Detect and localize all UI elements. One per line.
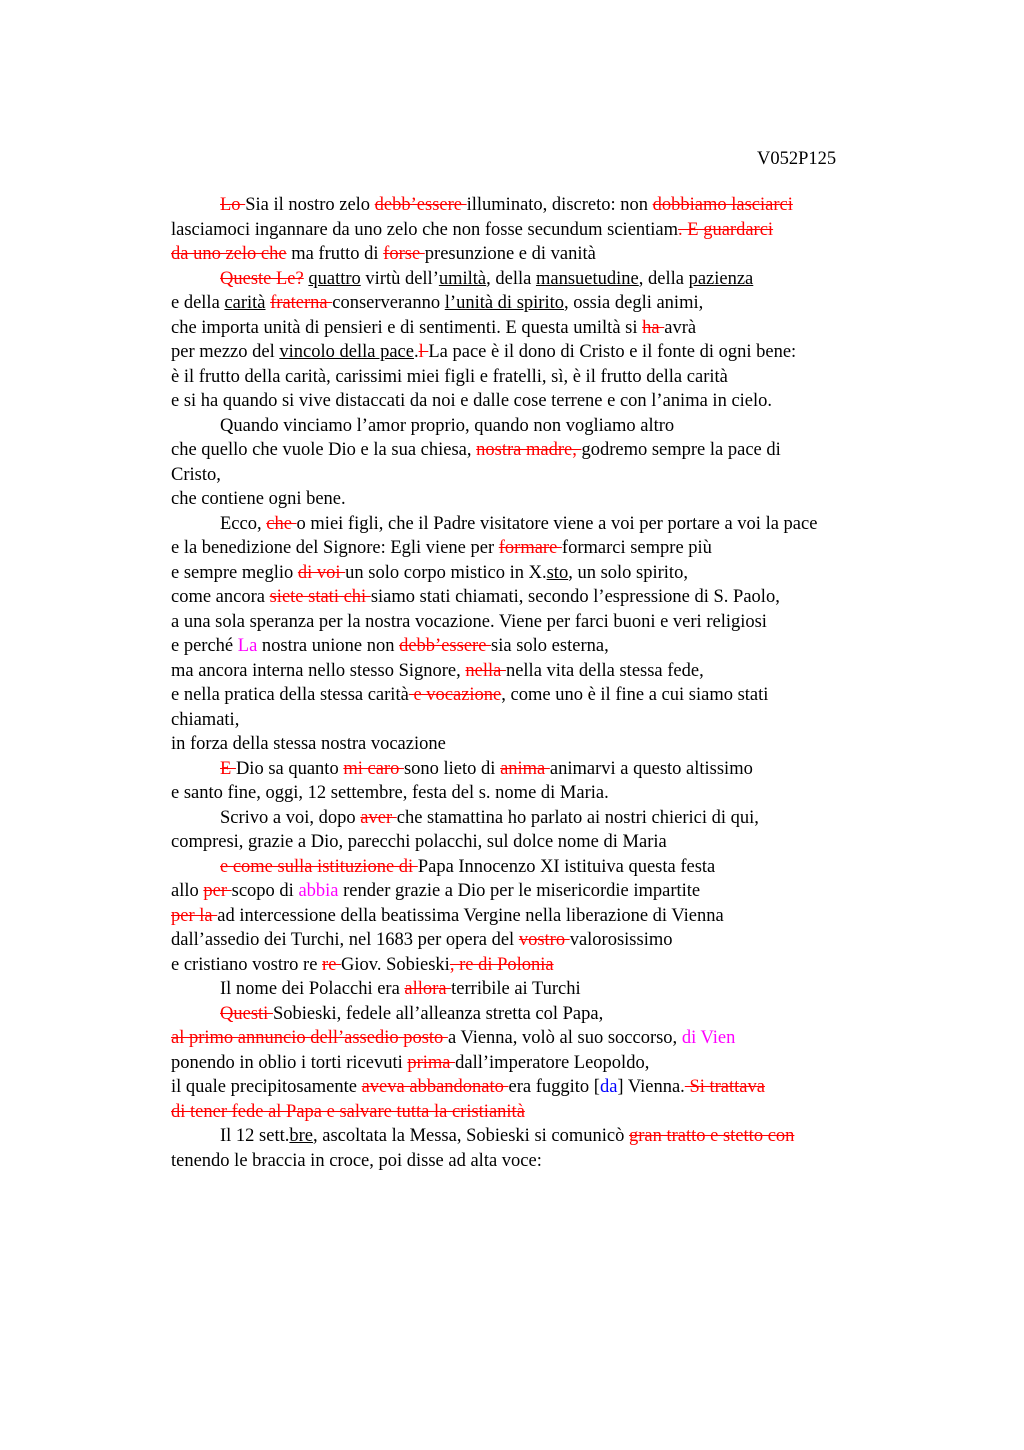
underlined-text: sto [546, 562, 569, 583]
deleted-text: Lo [220, 195, 246, 215]
text-segment: Sia il nostro zelo [245, 195, 375, 215]
text-segment: ponendo in oblio i torti ricevuti [171, 1052, 408, 1073]
deleted-text: e come sulla istituzione di [220, 856, 418, 877]
text-segment: presunzione e di vanità [424, 244, 596, 264]
text-segment: un solo corpo mistico in X. [345, 562, 547, 583]
deleted-text: nostra madre, [476, 440, 582, 460]
text-segment: come ancora [171, 587, 270, 607]
text-line [171, 757, 911, 782]
text-segment: terribile ai Turchi [451, 979, 581, 999]
page-identifier: V052P125 [757, 149, 837, 169]
text-segment: sia solo esterna, [491, 636, 609, 656]
text-segment: , ascoltata la Messa, Sobieski si comunicò [313, 1126, 629, 1146]
text-line [171, 585, 911, 610]
text-segment: è il frutto della carità, carissimi miei figli e fratelli, sì, è il frutto della carità [171, 366, 728, 387]
text-line [171, 855, 911, 880]
text-segment: ma frutto di [286, 244, 384, 264]
text-line [171, 1124, 911, 1149]
text-segment: godremo sempre la pace di [581, 440, 781, 460]
text-line [171, 1002, 911, 1027]
text-segment: il quale precipitosamente [171, 1077, 362, 1097]
text-segment: Dio sa quanto [235, 758, 344, 779]
text-line [171, 218, 911, 243]
text-line [171, 683, 911, 708]
inserted-text-magenta: abbia [298, 881, 339, 901]
text-line [171, 267, 911, 292]
text-line [171, 708, 911, 733]
underlined-text: carità [224, 293, 266, 313]
underlined-text: quattro [308, 268, 361, 289]
deleted-text: per [203, 881, 232, 901]
text-segment: nella vita della stessa fede, [505, 660, 704, 681]
deleted-text: . E guardarci [678, 219, 774, 240]
text-line [171, 879, 911, 904]
text-segment: chiamati, [171, 709, 240, 730]
deleted-text: anima [500, 758, 550, 779]
deleted-text: formare [498, 538, 562, 558]
deleted-text: prima [407, 1052, 456, 1073]
text-line [171, 904, 911, 929]
text-segment: e santo fine, oggi, 12 settembre, festa del s. nome di Maria. [171, 783, 609, 803]
text-line [171, 781, 911, 806]
text-line [171, 365, 911, 390]
text-segment: formarci sempre più [561, 538, 712, 558]
underlined-text: bre [289, 1126, 313, 1146]
text-segment: scopo di [231, 881, 299, 901]
deleted-text: , re di Polonia [449, 954, 554, 975]
text-segment: a Vienna, volò al suo soccorso, [447, 1028, 682, 1048]
text-segment: Scrivo a voi, dopo [220, 807, 361, 828]
text-line [171, 634, 911, 659]
deleted-text: Queste Le? [220, 268, 304, 289]
text-segment: Quando vinciamo l’amor proprio, quando non vogliamo altro [220, 415, 675, 436]
text-line [171, 830, 911, 855]
deleted-text: vostro [518, 930, 570, 950]
text-line [171, 193, 911, 218]
transcription-body [171, 193, 911, 1173]
text-segment: , ossia degli animi, [563, 293, 704, 313]
text-segment: , della [486, 268, 536, 289]
deleted-text: allora [404, 979, 452, 999]
deleted-text: e vocazione [408, 685, 502, 705]
deleted-text: E [220, 758, 236, 779]
deleted-text: debb’essere [399, 636, 492, 656]
text-line [171, 1100, 911, 1125]
text-line [171, 340, 911, 365]
text-segment: render grazie a Dio per le misericordie impartite [338, 881, 701, 901]
text-segment: , un solo spirito, [568, 562, 688, 583]
deleted-text: dobbiamo lasciarci [652, 195, 793, 215]
text-line [171, 732, 911, 757]
text-line [171, 659, 911, 684]
text-line [171, 487, 911, 512]
text-segment: che stamattina ho parlato ai nostri chierici di qui, [396, 807, 759, 828]
text-line [171, 242, 911, 267]
text-segment: che importa unità di pensieri e di sentimenti. E questa umiltà si [171, 317, 643, 338]
text-segment: animarvi a questo altissimo [549, 758, 753, 779]
text-segment: illuminato, discreto: non [466, 195, 653, 215]
text-segment: ma ancora interna nello stesso Signore, [171, 660, 466, 681]
inserted-text-magenta: La [237, 636, 258, 656]
deleted-text: al primo annuncio dell’assedio posto [171, 1028, 448, 1048]
text-segment: e cristiano vostro re [171, 954, 323, 975]
text-segment: dall’assedio dei Turchi, nel 1683 per opera del [171, 930, 519, 950]
deleted-text: debb’essere [374, 195, 467, 215]
text-line [171, 512, 911, 537]
text-line [171, 1075, 911, 1100]
underlined-text: pazienza [688, 268, 754, 289]
text-line [171, 610, 911, 635]
text-segment: e si ha quando si vive distaccati da noi e dalle cose terrene e con l’anima in cielo. [171, 391, 773, 411]
deleted-text: aveva abbandonato [361, 1077, 509, 1097]
underlined-text: vincolo della pace [279, 342, 414, 362]
deleted-text: mi caro [343, 758, 404, 779]
text-segment: e della [171, 293, 225, 313]
text-line [171, 1026, 911, 1051]
text-segment: Papa Innocenzo XI istituiva questa festa [417, 856, 716, 877]
text-segment: avrà [664, 317, 697, 338]
text-line [171, 536, 911, 561]
text-segment: che quello che vuole Dio e la sua chiesa, [171, 440, 477, 460]
text-segment: che contiene ogni bene. [171, 489, 346, 509]
text-segment: a una sola speranza per la nostra vocazione. Viene per farci buoni e veri religiosi [171, 611, 767, 632]
deleted-text: re [322, 954, 342, 975]
text-segment: ad intercessione della beatissima Vergine nella liberazione di Vienna [217, 905, 724, 926]
text-segment: dall’imperatore Leopoldo, [455, 1052, 650, 1073]
text-segment: e perché [171, 636, 238, 656]
deleted-text: che [266, 513, 297, 534]
text-line [171, 561, 911, 586]
deleted-text: per la [171, 905, 218, 926]
text-segment: nostra unione non [257, 636, 400, 656]
text-segment: Giov. Sobieski [341, 954, 450, 975]
text-segment: La pace è il dono di Cristo e il fonte di ogni bene: [428, 342, 797, 362]
text-line [171, 806, 911, 831]
text-line [171, 928, 911, 953]
deleted-text: gran tratto e stetto con [628, 1126, 795, 1146]
text-segment: , della [638, 268, 689, 289]
text-segment: Il 12 sett. [220, 1126, 290, 1146]
deleted-text: l [418, 342, 429, 362]
text-line [171, 1051, 911, 1076]
text-line [171, 977, 911, 1002]
text-segment: sono lieto di [403, 758, 501, 779]
deleted-text: forse [383, 244, 425, 264]
text-line [171, 438, 911, 463]
text-line [171, 291, 911, 316]
text-segment: . [413, 342, 419, 362]
text-segment: , come uno è il fine a cui siamo stati [501, 685, 769, 705]
underlined-text: mansuetudine [535, 268, 639, 289]
text-segment: ] Vienna. [617, 1077, 685, 1097]
underlined-text: l’unità di spirito [444, 293, 564, 313]
text-segment: siamo stati chiamati, secondo l’espressione di S. Paolo, [370, 587, 780, 607]
deleted-text: Questi [220, 1003, 273, 1024]
text-segment: compresi, grazie a Dio, parecchi polacchi, sul dolce nome di Maria [171, 832, 667, 852]
deleted-text: siete stati chi [269, 587, 371, 607]
text-segment: Sobieski, fedele all’alleanza stretta col Papa, [272, 1003, 604, 1024]
deleted-text: Si trattava [684, 1077, 765, 1097]
inserted-text-blue: da [599, 1077, 618, 1097]
text-segment: conserveranno [332, 293, 445, 313]
deleted-text: nella [465, 660, 506, 681]
text-segment: e la benedizione del Signore: Egli viene per [171, 538, 499, 558]
deleted-text: da uno zelo che [171, 244, 287, 264]
text-segment: Ecco, [220, 513, 267, 534]
text-segment: lasciamoci ingannare da uno zelo che non fosse secundum scientiam [171, 219, 679, 240]
text-segment: e nella pratica della stessa carità [171, 685, 409, 705]
deleted-text: di tener fede al Papa e salvare tutta la cristianità [171, 1101, 525, 1122]
text-segment: virtù dell’ [360, 268, 439, 289]
text-line [171, 389, 911, 414]
text-line [171, 414, 911, 439]
text-line [171, 1149, 911, 1174]
deleted-text: di voi [297, 562, 346, 583]
deleted-text: fraterna [270, 293, 333, 313]
text-segment: era fuggito [ [508, 1077, 600, 1097]
deleted-text: aver [360, 807, 397, 828]
inserted-text-magenta: di Vien [681, 1028, 736, 1048]
deleted-text: ha [642, 317, 665, 338]
text-segment: allo [171, 881, 204, 901]
text-segment: in forza della stessa nostra vocazione [171, 734, 446, 754]
text-segment: e sempre meglio [171, 562, 298, 583]
text-segment: Il nome dei Polacchi era [220, 979, 405, 999]
text-line [171, 463, 911, 488]
text-segment: Cristo, [171, 464, 221, 485]
text-line [171, 316, 911, 341]
text-line [171, 953, 911, 978]
text-segment: per mezzo del [171, 342, 280, 362]
text-segment: valorosissimo [569, 930, 673, 950]
text-segment: tenendo le braccia in croce, poi disse ad alta voce: [171, 1150, 542, 1171]
underlined-text: umiltà [438, 268, 487, 289]
text-segment: o miei figli, che il Padre visitatore viene a voi per portare a voi la pace [296, 513, 818, 534]
